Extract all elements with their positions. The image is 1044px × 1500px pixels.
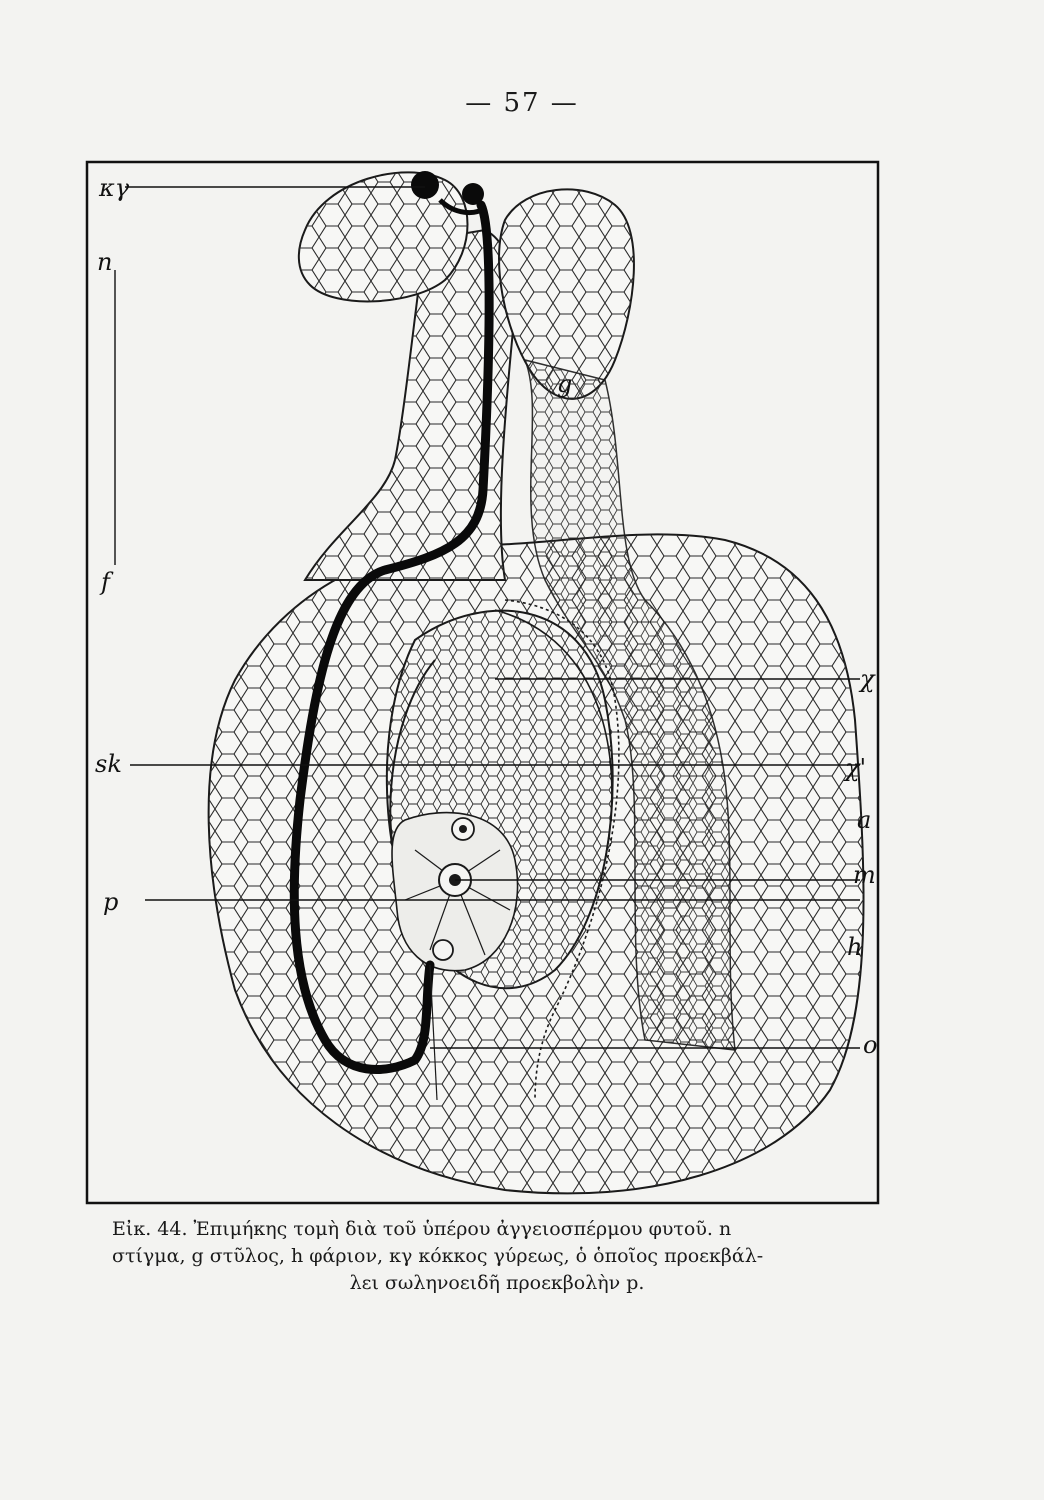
label-n: n [97, 248, 113, 276]
label-chi: χ [860, 665, 875, 693]
label-pollen-grain: κγ [99, 174, 130, 202]
figure-caption [112, 1216, 882, 1297]
label-sk: sk [95, 750, 122, 778]
synergid-nucleus [433, 940, 453, 960]
pistil-illustration [85, 160, 880, 1205]
caption-line-1: Εἰκ. 44. Ἐπιμήκης τομὴ διὰ τοῦ ὑπέρου ἀγγειοσπέρμου φυτοῦ. n [112, 1218, 732, 1240]
pollen-grain [411, 171, 439, 199]
caption-line-2: στίγμα, g στῦλος, h φάριον, κγ κόκκος γύρεως, ὁ ὁποῖος προεκβάλ- [112, 1245, 764, 1267]
label-p: p [103, 888, 119, 916]
pollen-grain-2 [462, 183, 484, 205]
label-a: a [857, 806, 872, 834]
page-number: — 57 — [465, 88, 579, 118]
caption-line-3: λει σωληνοειδῆ προεκβολὴν p. [349, 1272, 645, 1294]
label-o: o [863, 1031, 878, 1059]
label-g: g [557, 370, 573, 398]
pistil-section-figure [85, 160, 880, 1205]
label-m: m [853, 861, 876, 889]
label-h: h [847, 933, 863, 961]
label-f: f [101, 568, 110, 596]
label-chi1: χ' [845, 754, 867, 782]
